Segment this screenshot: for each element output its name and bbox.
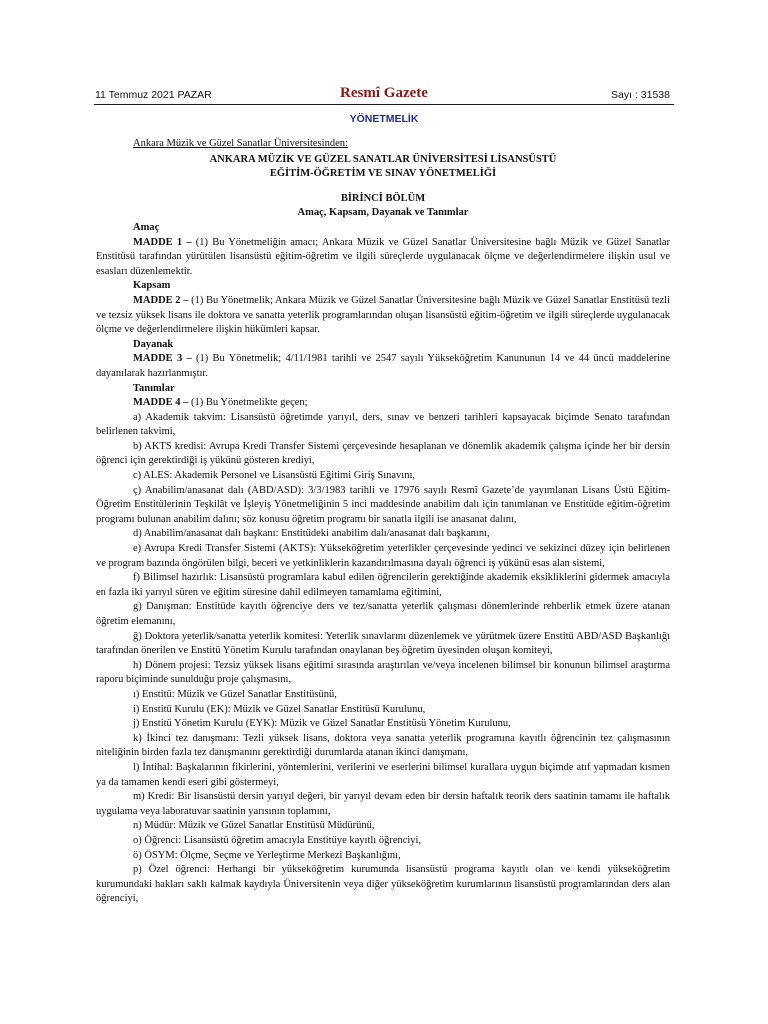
document-title-line-1: ANKARA MÜZİK VE GÜZEL SANATLAR ÜNİVERSİTESİ LİSANSÜSTÜ [209,153,557,165]
header-divider [94,104,674,105]
definition-item: p) Özel öğrenci: Herhangi bir yükseköğretim kurumunda lisansüstü programa kayıtlı olan ve kendi yükseköğretim kurumundaki hakları saklı kalmak kaydıyla Üniversitenin veya diğer yükseköğretim kurumlarının lisansüstü programlarından ders alan öğrenciyi, [96,864,670,905]
document-title-line-2: EĞİTİM-ÖĞRETİM VE SINAV YÖNETMELİĞİ [269,168,497,180]
definition-item: i) Enstitü Kurulu (EK): Müzik ve Güzel Sanatlar Enstitüsü Kurulunu, [133,703,426,715]
heading-dayanak: Dayanak [133,338,174,350]
definition-item: ı) Enstitü: Müzik ve Güzel Sanatlar Enstitüsünü, [133,688,337,700]
article-3-label: MADDE 3 – [133,353,192,365]
heading-tanimlar: Tanımlar [133,382,175,394]
heading-kapsam: Kapsam [133,280,171,292]
definition-item: k) İkinci tez danışmanı: Tezli yüksek lisans, doktora veya sanatta yeterlik programına kayıtlı öğrencinin tez çalışmasının niteliğinin birden fazla tez danışmanını gerektirdiği durumlarda atanan ikinci danışmanı, [96,732,670,759]
definition-item: g) Danışman: Enstitüde kayıtlı öğrenciye ders ve tez/sanatta yeterlik çalışması dönemlerinde rehberlik etmek üzere atanan öğretim elemanını, [96,601,670,627]
gazette-title: Resmî Gazete [340,85,428,101]
definition-item: d) Anabilim/anasanat dalı başkanı: Enstitüdeki anabilim dalı/anasanat dalı başkanını, [133,528,490,540]
article-1-text: (1) Bu Yönetmeliğin amacı; Ankara Müzik ve Güzel Sanatlar Üniversitesine bağlı Müzik ve Güzel Sanatlar Enstitüsü tarafından yürütülen lisansüstü eğitim-öğretim ve ilgili süreçlerde uygulanacak ölçme ve değerlendirmelere ilişkin usul ve esasları düzenlemektir. [96,236,670,277]
article-3-text: (1) Bu Yönetmelik; 4/11/1981 tarihli ve 2547 sayılı Yükseköğretim Kanununun 14 ve 44 üncü maddelerine dayanılarak hazırlanmıştır. [96,353,670,379]
definition-item: j) Enstitü Yönetim Kurulu (EYK): Müzik ve Güzel Sanatlar Enstitüsü Yönetim Kurulunu, [133,718,511,730]
article-4-intro: (1) Bu Yönetmelikte geçen; [188,397,308,409]
heading-amac: Amaç [133,221,160,233]
definition-item: e) Avrupa Kredi Transfer Sistemi (AKTS): Yükseköğretim yeterlikler çerçevesinde yedinci ve sekizinci düzey için belirlenen ve program bazında öngörülen bilgi, beceri ve yetkinliklerin kazandırılmasına dayalı öğrenci iş yükünü esas alan sistemi, [96,543,670,569]
article-2-label: MADDE 2 – [133,294,189,306]
definition-item: n) Müdür: Müzik ve Güzel Sanatlar Enstitüsü Müdürünü, [133,820,375,832]
definition-item: o) Öğrenci: Lisansüstü öğretim amacıyla Enstitüye kayıtlı öğrenciyi, [133,834,422,846]
definition-item: a) Akademik takvim: Lisansüstü öğretimde yarıyıl, ders, sınav ve benzeri tarihleri kapsayacak biçimde Senato tarafından belirlenen takvimi, [96,411,670,438]
article-4 [96,396,670,411]
gazette-date: 11 Temmuz 2021 PAZAR [95,89,212,101]
definition-item: ğ) Doktora yeterlik/sanatta yeterlik komitesi: Yeterlik sınavlarını düzenlemek ve yürütmek üzere Enstitü ABD/ASD Başkanlığı tarafından önerilen ve Enstitü Yönetim Kurulu tarafından onaylanan beş öğretim üyesinden oluşan komiteyi, [96,630,670,657]
document-kind: YÖNETMELİK [349,113,419,125]
article-4-label: MADDE 4 – [133,397,189,409]
section-title: BİRİNCİ BÖLÜM [340,192,426,204]
definition-item: ç) Anabilim/anasanat dalı (ABD/ASD): 3/3/1983 tarihli ve 17976 sayılı Resmî Gazete’de yayımlanan Lisans Üstü Eğitim-Öğretim Enstitülerinin Teşkilât ve İşleyiş Yönetmeliğinin 5 inci maddesinde anabilim dalı için tanımlanan ve Enstitüde eğitim-öğretim programı bulunan anabilim dalını; söz konusu öğretim programı bir sanatla ilgili ise anasanat dalını, [96,484,670,525]
definition-item: l) İntihal: Başkalarının fikirlerini, yöntemlerini, verilerini ve eserlerini bilimsel kurallara uygun biçimde atıf yapmadan kısmen ya da tamamen kendi eseri gibi göstermeyi, [96,761,670,788]
article-2-text: (1) Bu Yönetmelik; Ankara Müzik ve Güzel Sanatlar Üniversitesine bağlı Müzik ve Güzel Sanatlar Enstitüsü tezli ve tezsiz yüksek lisans ile doktora ve sanatta yeterlik programlarından oluşan lisansüstü eğitim-öğretim ve ilgili süreçlerde uygulanacak ölçme ve değerlendirmelere ilişkin hükümleri kapsar. [96,294,670,336]
definition-item: b) AKTS kredisi: Avrupa Kredi Transfer Sistemi çerçevesinde hesaplanan ve dönemlik akademik çalışma içinde her bir dersin öğrenci için gerektirdiği iş yükünü gösteren krediyi, [96,440,670,467]
regulation-body [96,137,670,907]
definition-item: c) ALES: Akademik Personel ve Lisansüstü Eğitimi Giriş Sınavını, [133,470,416,482]
definition-item: h) Dönem projesi: Tezsiz yüksek lisans eğitimi sırasında araştırılan ve/veya incelenen bilimsel bir konunun bilimsel araştırma raporu biçiminde sunulduğu proje çalışmasını, [96,659,670,686]
article-3 [96,352,670,381]
definition-item: ö) ÖSYM: Ölçme, Seçme ve Yerleştirme Merkezi Başkanlığını, [133,849,401,861]
definition-item: m) Kredi: Bir lisansüstü dersin yarıyıl değeri, bir yarıyıl devam eden bir dersin haftalık teorik ders saatinin tamamı ile haftalık uygulama veya laboratuvar saatinin yarısının toplamını, [96,791,670,817]
issuer-line: Ankara Müzik ve Güzel Sanatlar Üniversitesinden: [133,138,348,149]
section-subtitle: Amaç, Kapsam, Dayanak ve Tanımlar [297,207,469,219]
definition-item: f) Bilimsel hazırlık: Lisansüstü programlara kabul edilen öğrencilerin gerektiğinde akademik eksikliklerini gidermek amacıyla en fazla iki yarıyıl süren ve eğitim süresine dahil edilmeyen tamamlama eğitimini, [96,572,670,598]
article-1-label: MADDE 1 – [133,236,192,248]
gazette-issue-number: Sayı : 31538 [611,89,670,101]
article-1 [96,236,670,280]
article-2 [96,294,670,338]
